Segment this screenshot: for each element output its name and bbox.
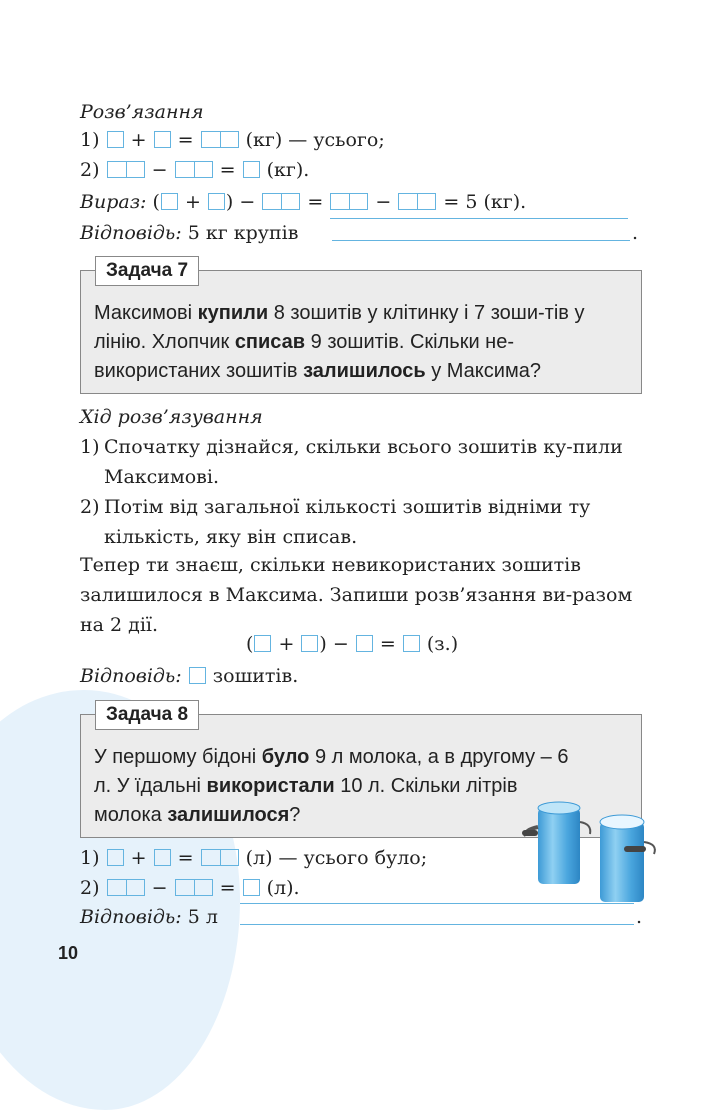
bottom-line-1: 1) + = (л) — усього було; — [80, 847, 428, 869]
answer-box-double[interactable] — [201, 849, 239, 866]
answer-box[interactable] — [301, 635, 318, 652]
page-number: 10 — [58, 943, 79, 963]
guide-paragraph: Тепер ти знаєш, скільки невикористаних зошитів залишилося в Максима. Запиши розв’язання ви-разом на 2 дії. — [80, 554, 633, 636]
answer-line-guide: Відповідь: зошитів. — [80, 665, 299, 687]
answer-box[interactable] — [107, 849, 124, 866]
bottom-line-2: 2) − = (л). — [80, 877, 300, 899]
answer-line-bottom: Відповідь: 5 л — [80, 906, 218, 928]
solution-line-1: 1) + = (кг) — усього; — [80, 129, 385, 151]
answer-box-double[interactable] — [175, 161, 213, 178]
milk-can-right-icon — [600, 815, 655, 902]
answer-underline[interactable] — [240, 924, 634, 925]
answer-box-double[interactable] — [262, 193, 300, 210]
answer-box[interactable] — [243, 879, 260, 896]
solution-line-2: 2) − = (кг). — [80, 159, 310, 181]
answer-underline[interactable] — [330, 218, 628, 219]
answer-box[interactable] — [403, 635, 420, 652]
milk-cans-illustration — [520, 792, 660, 904]
task-7-label: Задача 7 — [95, 256, 199, 286]
answer-box[interactable] — [154, 849, 171, 866]
answer-box-double[interactable] — [330, 193, 368, 210]
answer-box[interactable] — [189, 667, 206, 684]
expression-line: Вираз: ( + ) − = − = 5 (кг). — [80, 191, 527, 213]
answer-box-double[interactable] — [107, 879, 145, 896]
guide-step-1: 1) Спочатку дізнайся, скільки всього зошитів ку-пили Максимові. — [80, 436, 623, 488]
answer-period: . — [636, 906, 643, 928]
answer-period: . — [632, 222, 639, 244]
answer-box[interactable] — [208, 193, 225, 210]
answer-box-double[interactable] — [175, 879, 213, 896]
answer-box-double[interactable] — [107, 161, 145, 178]
answer-box[interactable] — [161, 193, 178, 210]
answer-box[interactable] — [107, 131, 124, 148]
answer-box-double[interactable] — [201, 131, 239, 148]
milk-can-left-icon — [522, 802, 590, 884]
task-8-label: Задача 8 — [95, 700, 199, 730]
answer-box-double[interactable] — [398, 193, 436, 210]
answer-box[interactable] — [243, 161, 260, 178]
guide-heading: Хід розв’язування — [80, 406, 263, 428]
solution-heading: Розв’язання — [80, 101, 204, 123]
answer-underline[interactable] — [240, 903, 634, 904]
task-7-box — [80, 260, 642, 394]
answer-underline[interactable] — [332, 240, 630, 241]
answer-line-top: Відповідь: 5 кг крупів — [80, 222, 299, 244]
formula-line: ( + ) − = (з.) — [246, 633, 459, 655]
guide-step-2: 2) Потім від загальної кількості зошитів відніми ту кількість, яку він списав. — [80, 496, 591, 548]
task-7-text: Максимові купили 8 зошитів у клітинку і 7 зоши-тів у лінію. Хлопчик списав 9 зошитів. Скільки не-використаних зошитів залишилось у Максима? — [94, 302, 585, 382]
answer-box[interactable] — [154, 131, 171, 148]
answer-box[interactable] — [254, 635, 271, 652]
task-8-text: У першому бідоні було 9 л молока, а в другому – 6 л. У їдальні використали 10 л. Скільки літрів молока залишилося? — [94, 746, 569, 826]
answer-box[interactable] — [356, 635, 373, 652]
